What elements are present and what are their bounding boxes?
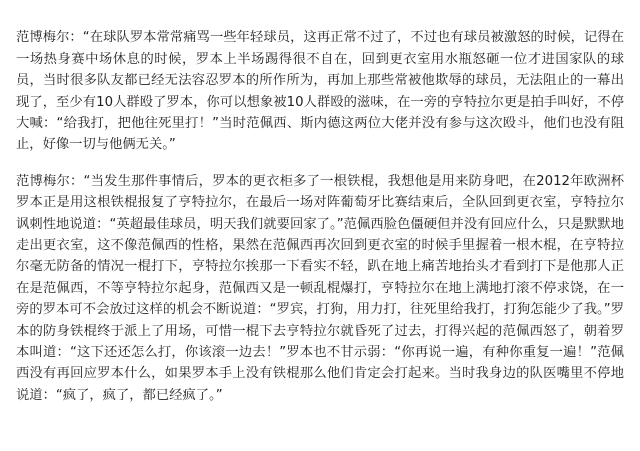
paragraph-first: 范博梅尔：“在球队罗本常常痛骂一些年轻球员，这再正常不过了，不过也有球员被激怒的时候，记得在一场热身赛中场休息的时候，罗本上半场踢得很不自在，回到更衣室用水瓶怒砸一位才进国家队的球员，当时很多队友都已经无法容忍罗本的所作所为，再加上那些常被他欺辱的球员，无法阻止的一幕出现了，至少有10人群殴了罗本，你可以想象被10人群殴的滋味，在一旁的亨特拉尔更是拍手叫好，不停大喊：“给我打，把他往死里打！”当时范佩西、斯内德这两位大佬并没有参与这次殴斗，他们也没有阻止，好像一切与他俩无关。” [16,30,624,153]
paragraph-second: 范博梅尔：“当发生那件事情后，罗本的更衣柜多了一根铁棍，我想他是用来防身吧，在2012年欧洲杯罗本正是用这根铁棍报复了亨特拉尔，在最后一场对阵葡萄牙比赛结束后，全队回到更衣室，亨特拉尔讽刺性地说道：“英超最佳球员，明天我们就要回家了。”范佩西脸色僵硬但并没有回应什么，只是默默地走出更衣室，这不像范佩西的性格，果然在范佩西再次回到更衣室的时候手里握着一根木棍，在亨特拉尔毫无防备的情况一棍打下，亨特拉尔挨那一下看实不轻，趴在地上痛苦地抬头才看到打下是他那人正在是范佩西，不等亨特拉尔起身，范佩西又是一顿乱棍爆打，亨特拉尔在地上满地打滚不停求饶，在一旁的罗本可不会放过这样的机会不断说道：“罗宾，打狗，用力打，往死里给我打，打狗怎能少了我。”罗本的防身铁棍终于派上了用场，可惜一棍下去亨特拉尔就昏死了过去，打得兴起的范佩西怒了，朝着罗本叫道：“这下还还怎么打，你该滚一边去！”罗本也不甘示弱：“你再说一遍，有种你重复一遍！”范佩西没有再回应罗本什么，如果罗本手上没有铁棍那么他们肯定会打起来。当时我身边的队医嘴里不停地说道：“疯了，疯了，都已经疯了。” [16,173,624,403]
